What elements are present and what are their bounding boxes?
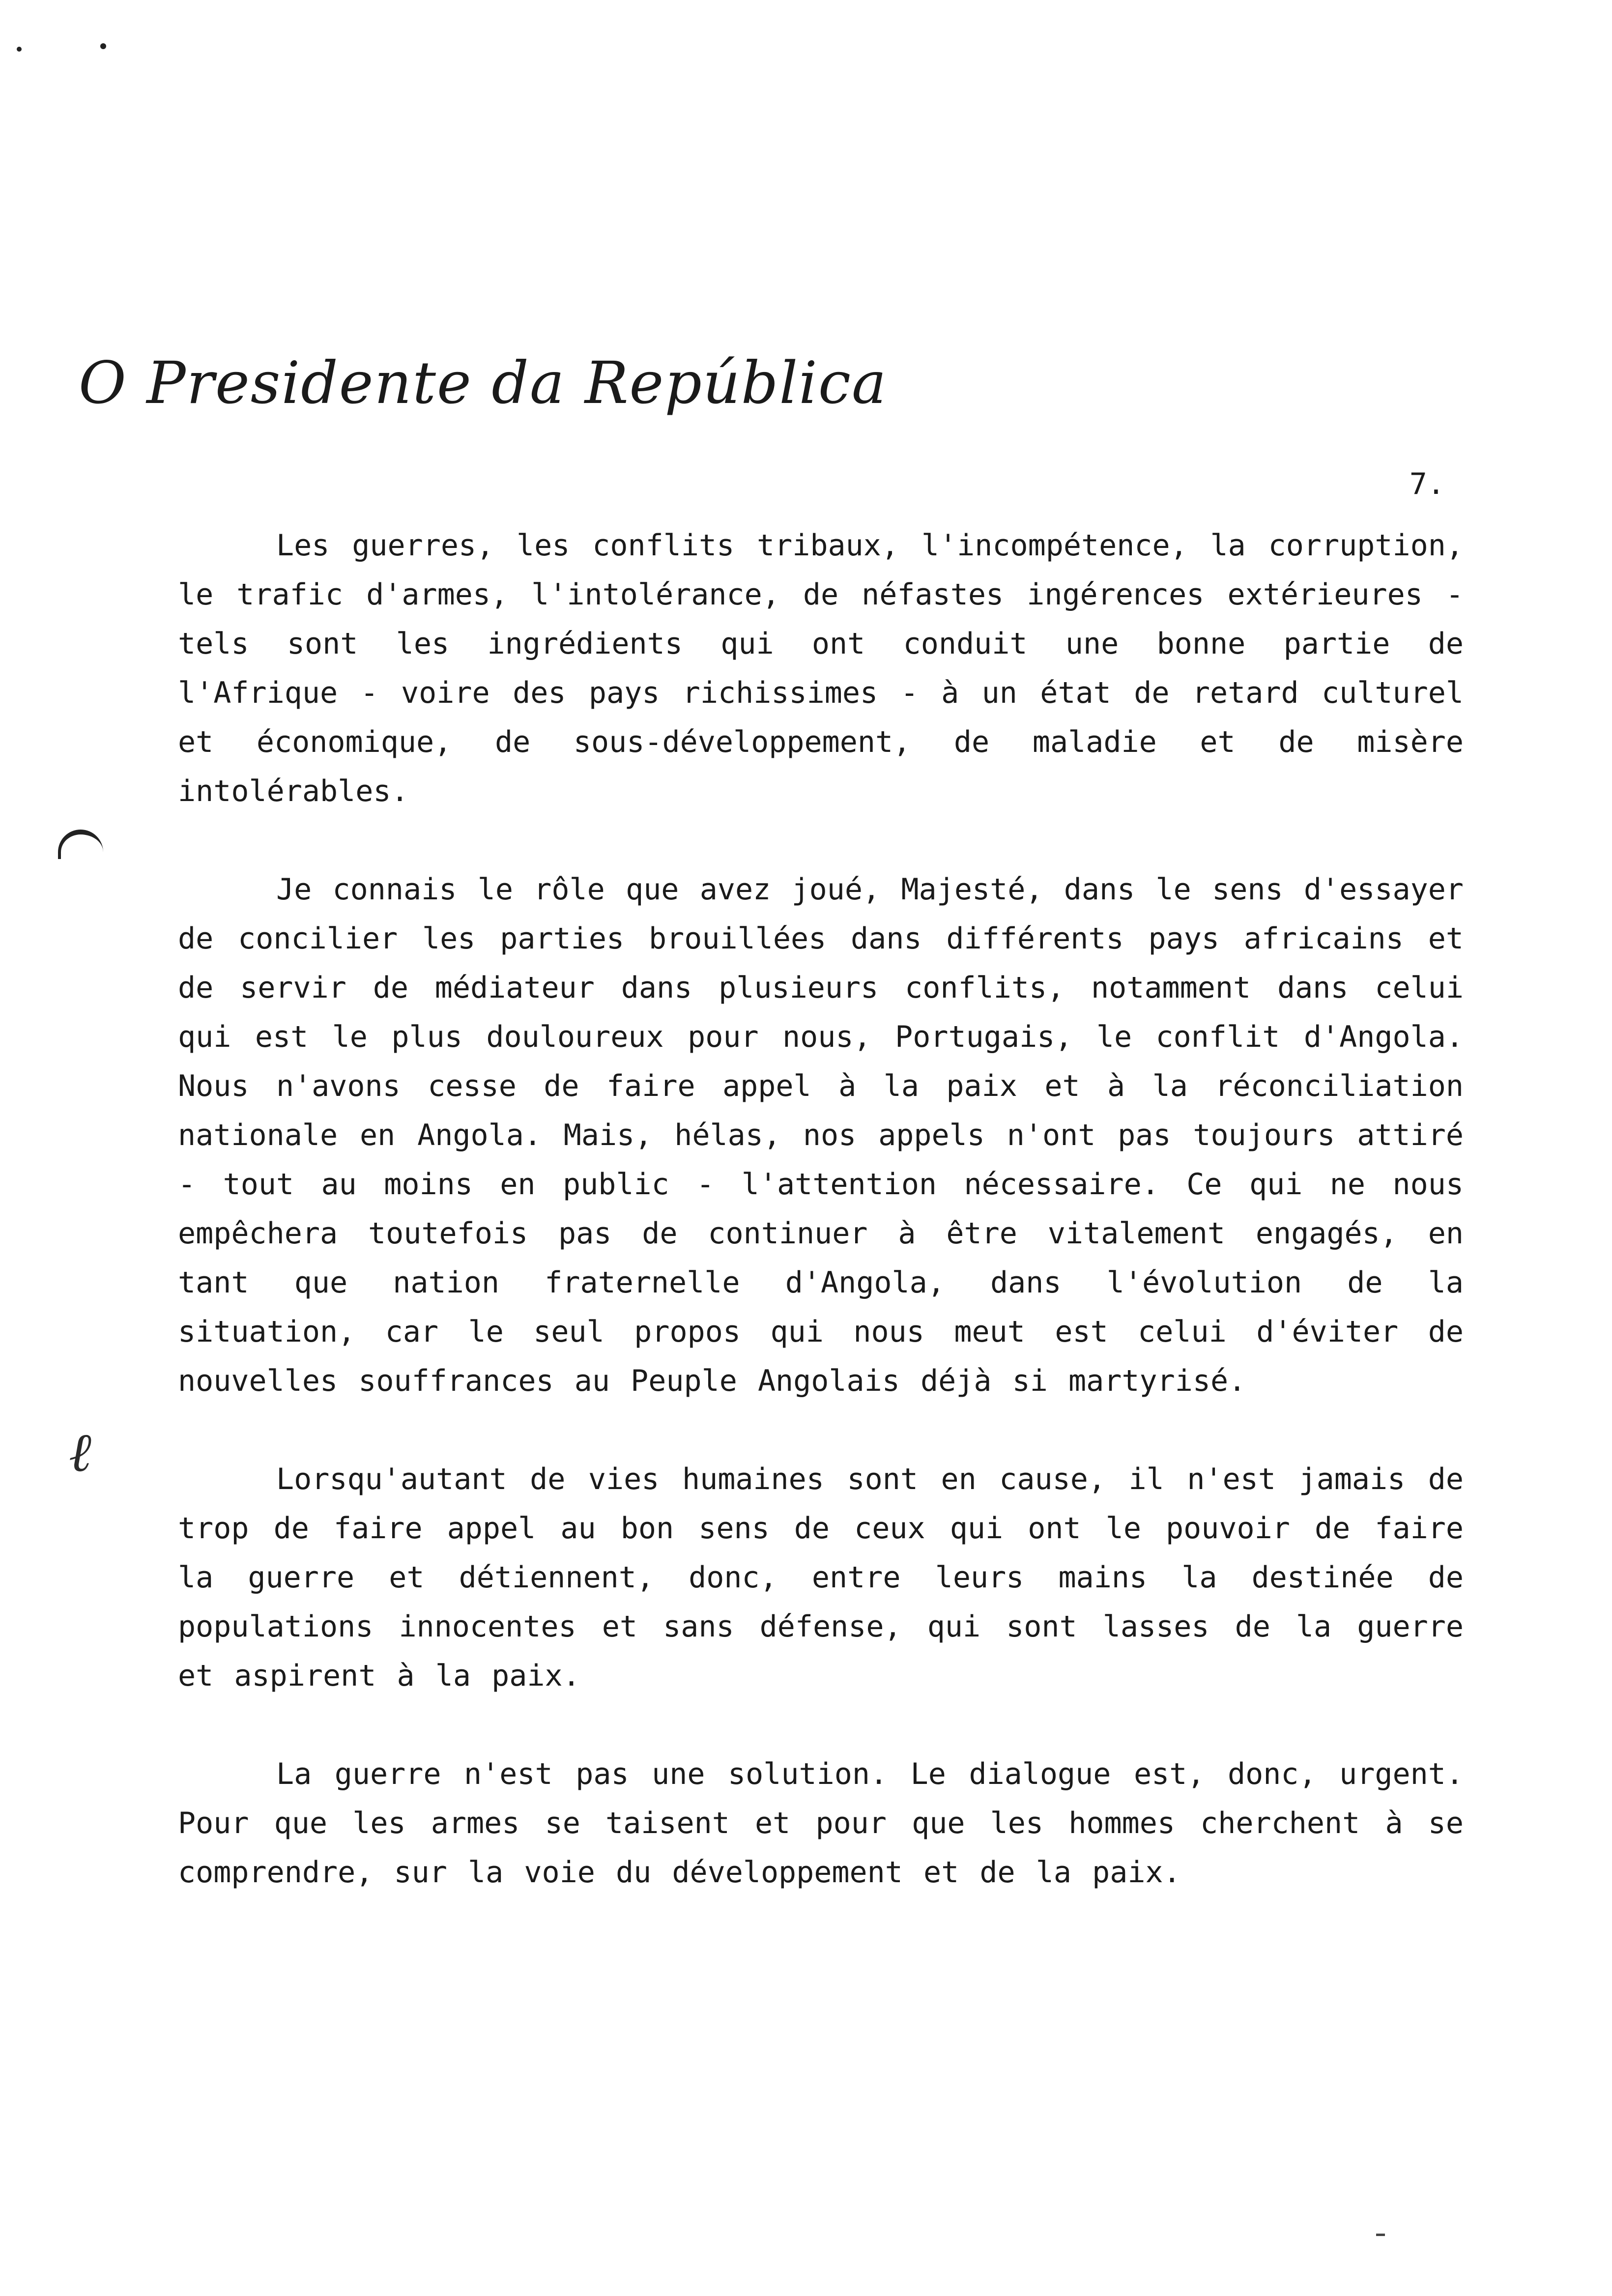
- letterhead-title: O Presidente da República: [79, 349, 888, 417]
- paragraph-3: Lorsqu'autant de vies humaines sont en cause, il n'est jamais de trop de faire appel au bon sens de ceux qui ont le pouvoir de faire la guerre et détiennent, donc, entre leurs mains la destinée de populations innocentes et sans défense, qui sont lasses de la guerre et aspirent à la paix.: [178, 1462, 1464, 1693]
- margin-handwritten-mark: ℓ: [69, 1421, 91, 1484]
- page-number: 7.: [1409, 467, 1445, 501]
- scan-dash-mark: [1376, 2234, 1385, 2236]
- paragraph-2: Je connais le rôle que avez joué, Majesté, dans le sens d'essayer de concilier les parties brouillées dans différents pays africains et de servir de médiateur dans plusieurs conflits, notamment dans celui qui est le plus douloureux pour nous, Portugais, le conflit d'Angola. Nous n'avons cesse de faire appel à la paix et à la réconciliation nationale en Angola. Mais, hélas, nos appels n'ont pas toujours attiré - tout au moins en public - l'attention nécessaire. Ce qui ne nous empêchera toutefois pas de continuer à être vitalement engagés, en tant que nation fraternelle d'Angola, dans l'évolution de la situation, car le seul propos qui nous meut est celui d'éviter de nouvelles souffrances au Peuple Angolais déjà si martyrisé.: [178, 872, 1464, 1398]
- paragraph-1: Les guerres, les conflits tribaux, l'incompétence, la corruption, le trafic d'armes, l'intolérance, de néfastes ingérences extérieures - tels sont les ingrédients qui ont conduit une bonne partie de l'Afrique - voire des pays richissimes - à un état de retard culturel et économique, de sous-développement, de maladie et de misère intolérables.: [178, 528, 1464, 808]
- scan-speck-left: [17, 47, 22, 52]
- paragraph-4: La guerre n'est pas une solution. Le dialogue est, donc, urgent. Pour que les armes se taisent et pour que les hommes cherchent à se comprendre, sur la voie du développement et de la paix.: [178, 1757, 1464, 1890]
- margin-arc-mark: [58, 830, 103, 859]
- scan-speck-right: [100, 43, 106, 49]
- letter-body: [178, 521, 1464, 1946]
